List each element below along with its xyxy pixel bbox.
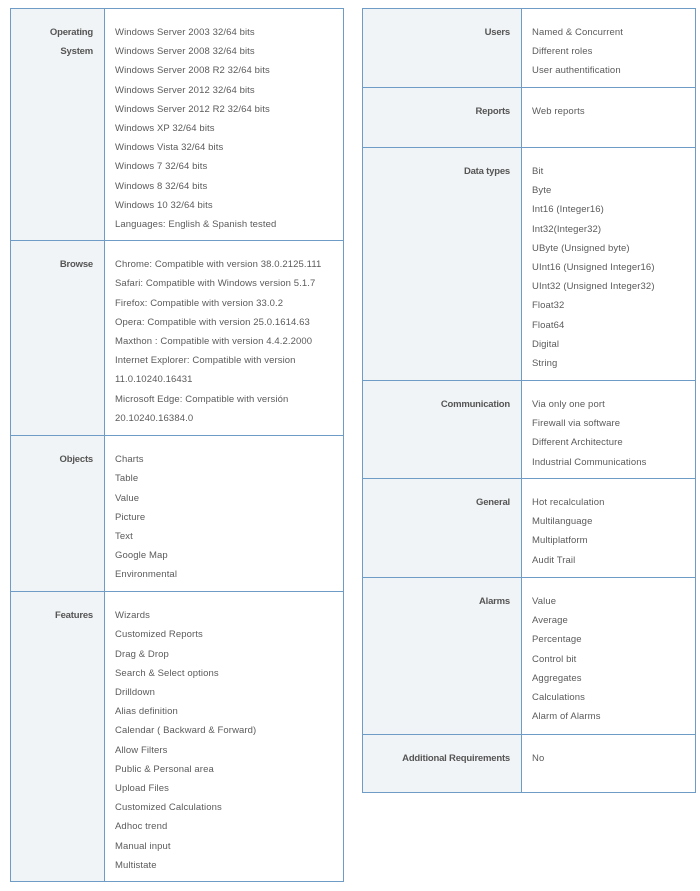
spec-values-communication <box>522 381 696 479</box>
spec-value-item: Windows Vista 32/64 bits <box>115 142 224 154</box>
spec-label-line: Communication <box>440 399 510 410</box>
spec-value-item: Internet Explorer: Compatible with version <box>115 355 296 367</box>
spec-value-list <box>532 749 689 768</box>
spec-value-item: Web reports <box>532 106 585 117</box>
spec-value-item: Chrome: Compatible with version 38.0.2125.111 <box>115 259 322 271</box>
spec-label-line: System <box>60 46 93 58</box>
spec-label-alarms <box>363 578 522 735</box>
spec-value-item: Firewall via software <box>532 418 621 430</box>
spec-values-reports <box>522 88 696 148</box>
spec-label-line: Features <box>54 610 93 622</box>
spec-values-browse <box>105 241 344 436</box>
spec-value-item: Named & Concurrent <box>532 27 624 38</box>
spec-label-users <box>363 9 522 88</box>
spec-value-item: Different Architecture <box>532 437 623 449</box>
spec-value-item: Google Map <box>115 550 168 562</box>
spec-values-users <box>522 9 696 88</box>
spec-value-item: Aggregates <box>532 672 582 684</box>
spec-value-item: Int16 (Integer16) <box>532 204 604 216</box>
right-spec-table <box>362 8 696 793</box>
spec-value-list <box>115 450 337 584</box>
spec-value-item: Percentage <box>532 634 582 646</box>
spec-value-item: Search & Select options <box>115 667 219 679</box>
spec-value-item: Safari: Compatible with Windows version 5.1.7 <box>115 278 316 290</box>
spec-row-objects <box>11 436 344 592</box>
spec-label-reports <box>363 88 522 148</box>
spec-label-line: Users <box>484 27 510 38</box>
spec-value-item: Value <box>115 492 140 504</box>
spec-value-list <box>115 255 337 428</box>
spec-values-data-types <box>522 148 696 381</box>
spec-row-communication <box>363 381 696 479</box>
spec-label-os <box>11 9 105 241</box>
spec-value-item: Alias definition <box>115 706 178 718</box>
spec-value-item: UInt16 (Unsigned Integer16) <box>532 262 655 274</box>
spec-label-line: Objects <box>59 454 93 466</box>
spec-value-item: Windows 8 32/64 bits <box>115 180 208 192</box>
spec-label-additional-requirements <box>363 735 522 793</box>
spec-label-line: Reports <box>475 106 510 117</box>
spec-value-item: Windows Server 2008 32/64 bits <box>115 46 255 58</box>
spec-value-item: Control bit <box>532 653 577 665</box>
spec-values-objects <box>105 436 344 592</box>
spec-value-item: Multilanguage <box>532 516 593 528</box>
spec-value-item: Customized Reports <box>115 629 203 641</box>
spec-value-item: 11.0.10240.16431 <box>115 374 193 386</box>
spec-row-features <box>11 592 344 882</box>
spec-value-item: Calculations <box>532 692 585 704</box>
spec-value-item: Public & Personal area <box>115 763 214 775</box>
spec-values-general <box>522 479 696 578</box>
spec-value-item: Calendar ( Backward & Forward) <box>115 725 257 737</box>
spec-value-item: Industrial Communications <box>532 456 647 468</box>
spec-value-item: Bit <box>532 166 544 177</box>
spec-value-item: Windows Server 2012 32/64 bits <box>115 84 255 96</box>
spec-value-list <box>532 395 689 472</box>
spec-value-item: Float32 <box>532 300 565 312</box>
spec-value-item: User authentification <box>532 65 621 77</box>
spec-value-item: Windows Server 2003 32/64 bits <box>115 27 255 38</box>
spec-row-alarms <box>363 578 696 735</box>
right-spec-table-body <box>363 9 696 793</box>
spec-row-general <box>363 479 696 578</box>
spec-label-features <box>11 592 105 882</box>
spec-label-line: General <box>476 497 510 508</box>
spec-label-communication <box>363 381 522 479</box>
spec-value-item: Byte <box>532 185 552 197</box>
spec-value-item: No <box>532 753 545 764</box>
spec-value-item: Windows Server 2008 R2 32/64 bits <box>115 65 270 77</box>
spec-row-reports <box>363 88 696 148</box>
spec-row-browse <box>11 241 344 436</box>
spec-label-objects <box>11 436 105 592</box>
left-spec-table-body <box>11 9 344 882</box>
spec-label-browse <box>11 241 105 436</box>
left-spec-table <box>10 8 344 882</box>
spec-value-list <box>532 102 689 121</box>
spec-value-item: Opera: Compatible with version 25.0.1614.63 <box>115 316 310 328</box>
spec-value-item: UInt32 (Unsigned Integer32) <box>532 281 655 293</box>
spec-value-item: Wizards <box>115 610 151 622</box>
spec-value-item: Picture <box>115 511 146 523</box>
spec-value-item: Customized Calculations <box>115 802 222 814</box>
spec-value-item: Digital <box>532 338 560 350</box>
spec-label-data-types <box>363 148 522 381</box>
spec-value-item: Drag & Drop <box>115 648 169 660</box>
spec-row-users <box>363 9 696 88</box>
spec-value-item: Microsoft Edge: Compatible with versión <box>115 393 289 405</box>
spec-label-general <box>363 479 522 578</box>
spec-value-item: Windows 10 32/64 bits <box>115 199 213 211</box>
spec-value-item: Via only one port <box>532 399 605 410</box>
spec-values-os <box>105 9 344 241</box>
spec-value-item: Text <box>115 531 133 543</box>
spec-row-os <box>11 9 344 241</box>
spec-label-line: Additional Requirements <box>402 753 510 764</box>
spec-value-item: Different roles <box>532 46 593 58</box>
spec-value-list <box>532 23 689 81</box>
spec-label-line: Operating <box>49 27 93 38</box>
spec-value-item: Windows 7 32/64 bits <box>115 161 208 173</box>
spec-value-item: 20.10240.16384.0 <box>115 412 194 424</box>
spec-label-line: Browse <box>59 259 93 271</box>
spec-value-item: Manual input <box>115 840 171 852</box>
spec-value-item: Maxthon : Compatible with version 4.4.2.2000 <box>115 336 313 348</box>
spec-value-item: Alarm of Alarms <box>532 711 601 723</box>
spec-value-item: Hot recalculation <box>532 497 605 508</box>
spec-value-list <box>532 162 689 373</box>
spec-row-data-types <box>363 148 696 381</box>
spec-value-item: Allow Filters <box>115 744 168 756</box>
spec-value-item: Environmental <box>115 569 178 581</box>
spec-values-features <box>105 592 344 882</box>
spec-label-line: Alarms <box>478 596 510 607</box>
spec-value-item: Windows Server 2012 R2 32/64 bits <box>115 103 270 115</box>
spec-value-item: Multiplatform <box>532 535 588 547</box>
spec-value-item: Audit Trail <box>532 554 576 566</box>
spec-value-list <box>115 606 337 875</box>
spec-value-item: Average <box>532 615 568 627</box>
spec-value-item: Firefox: Compatible with version 33.0.2 <box>115 297 284 309</box>
spec-value-item: Windows XP 32/64 bits <box>115 123 215 135</box>
spec-value-item: Multistate <box>115 859 157 871</box>
spec-value-list <box>115 23 337 234</box>
spec-value-item: Charts <box>115 454 144 466</box>
spec-values-additional-requirements <box>522 735 696 793</box>
spec-values-alarms <box>522 578 696 735</box>
spec-value-item: Value <box>532 596 557 607</box>
spec-value-item: Int32(Integer32) <box>532 223 602 235</box>
spec-value-list <box>532 493 689 570</box>
spec-value-list <box>532 592 689 726</box>
spec-value-item: Adhoc trend <box>115 821 168 833</box>
spec-value-item: Drilldown <box>115 687 155 699</box>
spec-value-item: UByte (Unsigned byte) <box>532 242 630 254</box>
spec-value-item: Upload Files <box>115 783 170 795</box>
spec-label-line: Data types <box>463 166 510 177</box>
spec-value-item: Table <box>115 473 139 485</box>
spec-value-item: Languages: English & Spanish tested <box>115 219 277 231</box>
spec-value-item: String <box>532 358 558 370</box>
spec-row-additional-requirements <box>363 735 696 793</box>
spec-value-item: Float64 <box>532 319 565 331</box>
